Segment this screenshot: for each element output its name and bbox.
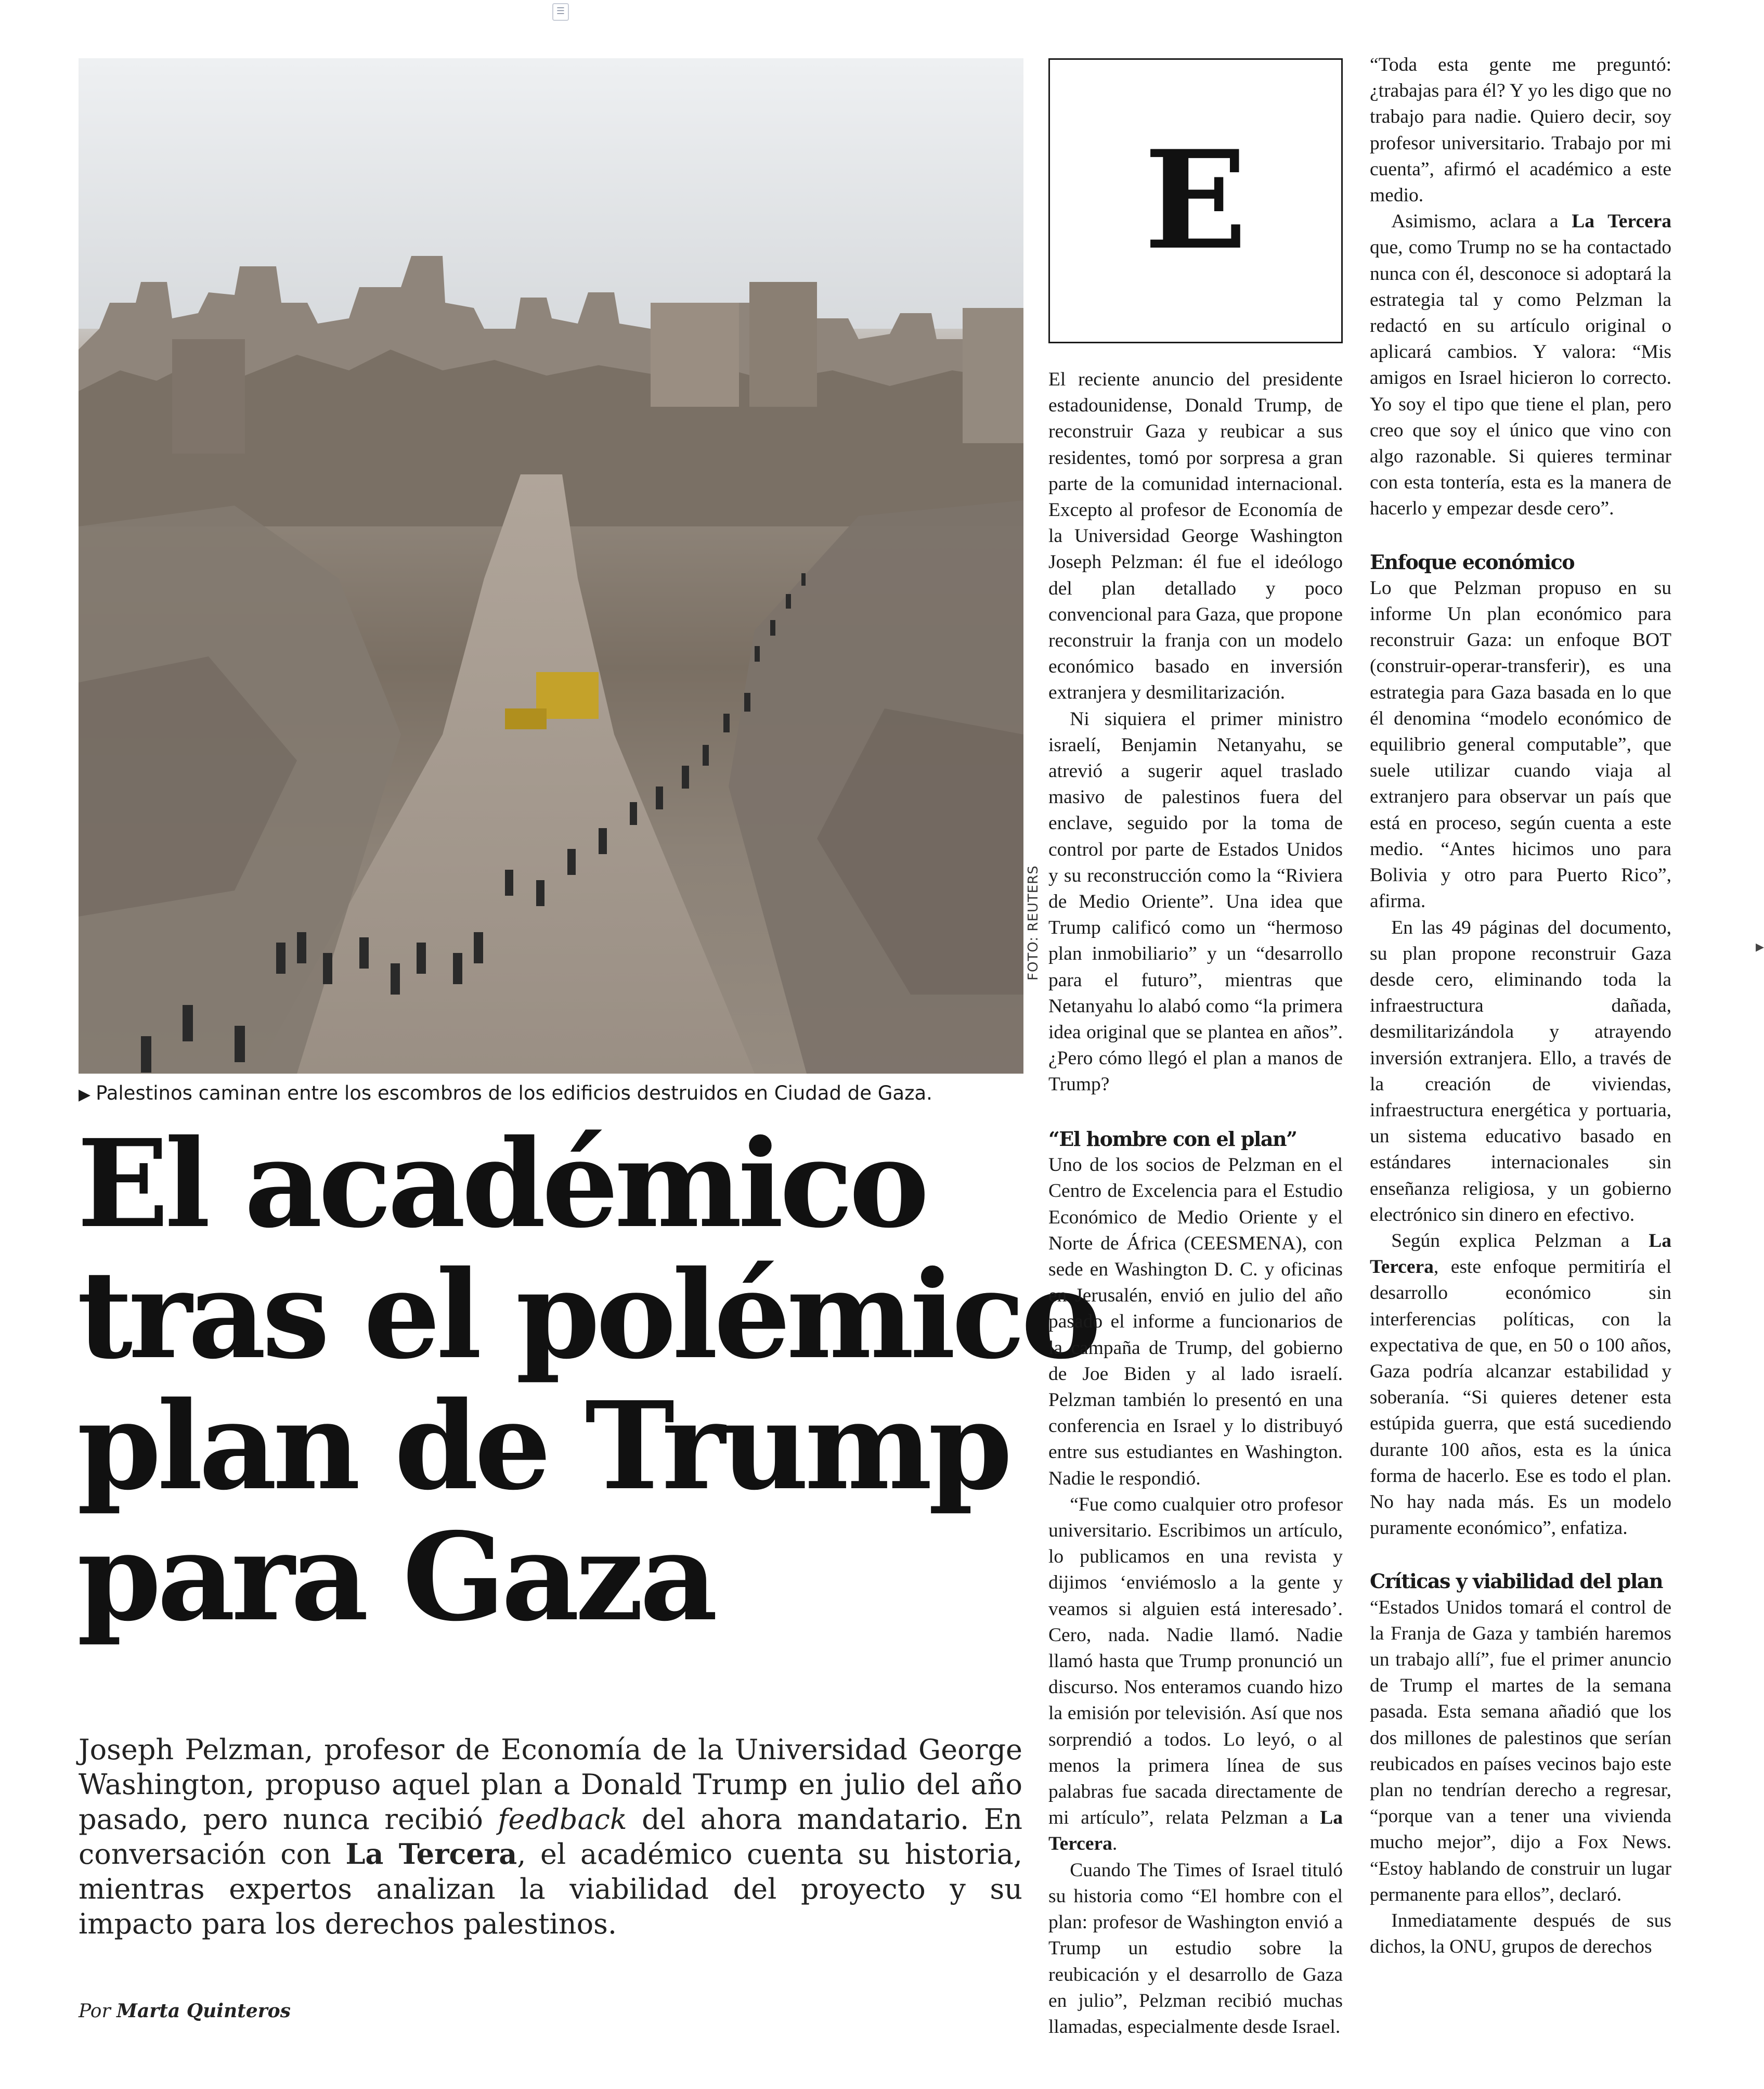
column-1-p4-end: .: [1112, 1833, 1118, 1855]
spacer: [1370, 522, 1671, 549]
headline: [77, 1113, 1097, 1648]
column-2-paragraph-6: “Estados Unidos tomará el control de la Franja de Gaza y también haremos un trabajo allí”, fue el primer anuncio de Trump el martes de la semana pasada. Esta semana añadió que los dos millones de palestinos que serían reubicados en países vecinos bajo este plan no tendrían derecho a regresar, “porque van a tener una vivienda mucho mejor”, dijo a Fox News. “Estoy hablando de construir un lugar permanente para ellos”, declaró.: [1370, 1596, 1671, 1905]
lead-feedback-term: feedback: [498, 1803, 627, 1836]
column-2-paragraph-4: En las 49 páginas del documento, su plan propone reconstruir Gaza desde cero, eliminando toda la infraestructura dañada, desmilitarizándola y atrayendo inversión extranjera. Ello, a través de la creación de viviendas, infraestructura energética y portuaria, un sistema educativo basado en estándares internacionales sin enseñanza religiosa, y un gobierno electrónico sin dinero en efectivo.: [1370, 917, 1671, 1226]
lead-part-1: Joseph Pelzman, profesor de Economía de la Universidad George Washington, propuso aquel plan a Donald Trump en julio del año pasado, pero nunca recibió: [79, 1733, 1022, 1836]
column-1-paragraph-5: Cuando The Times of Israel tituló su historia como “El hombre con el plan: profesor de Washington envió a Trump un estudio sobre la reubicación y el desarrollo de Gaza en julio”, Pelzman recibió muchas llamadas, especialmente desde Israel.: [1048, 1859, 1343, 2038]
column-1-top: [1048, 367, 1343, 1098]
subhead-enfoque: Enfoque económico: [1370, 550, 1575, 574]
column-2-paragraph-3: Lo que Pelzman propuso en su informe Un plan económico para reconstruir Gaza: un enfoque BOT (construir-operar-transferir), es una estrategia para Gaza basada en lo que él denomina “modelo económico de equilibrio general computable”, que suele utilizar cuando viaja al extranjero para observar un país que está en proceso, según cuenta a este medio. “Antes hicimos uno para Bolivia y otro para Puerto Rico”, afirma.: [1370, 577, 1671, 912]
column-1-p4-text: “Fue como cualquier otro profesor universitario. Escribimos un artículo, lo publicamos en una revista y dijimos ‘enviémoslo a la gente y veamos si alguien está interesado’. Cero, nada. Nadie llamó. Nadie llamó hasta que Trump pronunció un discurso. Nos enteramos cuando hizo la emisión por televisión. Así que nos sorprendió a todos. Lo leyó, o al menos la primera línea de sus palabras fue sacada directamente de mi artículo”, relata Pelzman a: [1048, 1493, 1343, 1829]
photo-caption: [79, 1082, 1023, 1104]
headline-line-4: para Gaza: [77, 1506, 714, 1648]
lead-paragraph: [79, 1732, 1022, 1941]
photo-illustration: [79, 58, 1023, 1074]
column-2-p5-rest: , este enfoque permitiría el desarrollo económico sin interferencias políticas, con la expectativa de que, en 50 o 100 años, Gaza podría alcanzar estabilidad y soberanía. “Si quieres detener esta estúpida guerra, que está sucediendo durante 100 años, esta es la única forma de hacerlo. Ese es todo el plan. No hay nada más. Es un modelo puramente económico”, enfatiza.: [1370, 1256, 1671, 1539]
byline: [79, 2000, 291, 2022]
page-marker-icon: ☰: [552, 3, 569, 21]
photo-credit: FOTO: REUTERS: [1026, 865, 1041, 981]
dropcap-letter: E: [1144, 121, 1248, 280]
column-1-paragraph-3: Uno de los socios de Pelzman en el Centro de Excelencia para el Estudio Económico de Medio Oriente y el Norte de África (CEESMENA), con sede en Washington D. C. y oficinas en Jerusalén, envió en julio del año pasado el informe a funcionarios de la campaña de Trump, del gobierno de Joe Biden y al lado israelí. Pelzman también lo presentó en una conferencia en Israel y lo distribuyó entre sus estudiantes en Washington. Nadie le respondió.: [1048, 1154, 1343, 1489]
lead-part-2: del ahora mandatario. En conversación con: [79, 1803, 1022, 1871]
spacer: [1370, 1541, 1671, 1568]
next-page-arrow-icon: ▸: [1755, 936, 1764, 956]
column-2-paragraph-2: [1370, 209, 1671, 522]
column-2-paragraph-7: Inmediatamente después de sus dichos, la ONU, grupos de derechos: [1370, 1910, 1671, 1958]
subhead-el-hombre: “El hombre con el plan”: [1048, 1127, 1297, 1151]
dropcap-box: [1048, 58, 1343, 343]
byline-prefix: Por: [79, 2001, 111, 2022]
column-2-p2-outlet: La Tercera: [1572, 211, 1672, 233]
headline-line-3: plan de Trump: [77, 1375, 1009, 1517]
headline-line-1: El académico: [77, 1113, 926, 1255]
lead-part-3: , el académico cuenta su historia, mientras expertos analizan la viabilidad del proyecto y su impacto para los derechos palestinos.: [79, 1838, 1022, 1940]
column-2-p5-outlet: La Tercera: [1370, 1230, 1671, 1278]
column-2: [1370, 52, 1671, 1960]
byline-author: Marta Quinteros: [116, 2000, 291, 2022]
column-1-paragraph-1: El reciente anuncio del presidente estadounidense, Donald Trump, de reconstruir Gaza y reubicar a sus residentes, tomó por sorpresa a gran parte de la comunidad internacional. Excepto al profesor de Economía de la Universidad George Washington Joseph Pelzman: él fue el ideólogo del plan detallado y poco convencional para Gaza, que propone reconstruir la franja con un modelo económico basado en inversión extranjera y desmilitarización.: [1048, 369, 1343, 704]
lead-outlet-name: La Tercera: [345, 1837, 517, 1871]
column-1-paragraph-4: [1048, 1492, 1343, 1858]
photo-caption-text: Palestinos caminan entre los escombros de los edificios destruidos en Ciudad de Gaza.: [96, 1082, 932, 1104]
subhead-criticas: Críticas y viabilidad del plan: [1370, 1569, 1663, 1593]
headline-line-2: tras el polémico: [77, 1244, 1097, 1386]
caption-arrow-icon: ▶: [79, 1086, 91, 1104]
column-2-p2-text: Asimismo, aclara a: [1391, 211, 1572, 233]
column-2-p5-text: Según explica Pelzman a: [1391, 1230, 1649, 1252]
column-2-p2-rest: que, como Trump no se ha contactado nunca con él, desconoce si adoptará la estrategia tal y como Pelzman la redactó en su artículo original o aplicará cambios. Y valora: “Mis amigos en Israel hicieron lo correcto. Yo soy el tipo que tiene el plan, pero creo que soy el único que vino con algo razonable. Si quieres terminar con esta tontería, esta es la manera de hacerlo y empezar desde cero”.: [1370, 237, 1671, 520]
column-2-paragraph-1: “Toda esta gente me preguntó: ¿trabajas para él? Y yo les digo que no trabajo para nadie. Quiero decir, soy profesor universitario. Trabajo por mi cuenta”, afirmó el académico a este medio.: [1370, 54, 1671, 207]
column-1-paragraph-2: Ni siquiera el primer ministro israelí, Benjamin Netanyahu, se atrevió a sugerir aquel traslado masivo de palestinos fuera del enclave, seguido por la toma de control por parte de Estados Unidos y su reconstrucción como la “Riviera de Medio Oriente”. Una idea que Trump calificó como un “hermoso plan inmobiliario” y un “desarrollo para el futuro”, mientras que Netanyahu lo alabó como “la primera idea original que se plantea en años”. ¿Pero cómo llegó el plan a manos de Trump?: [1048, 708, 1343, 1095]
column-1-p4-outlet: La Tercera: [1048, 1807, 1343, 1855]
column-1-bottom: [1048, 1126, 1343, 2040]
column-2-paragraph-5: [1370, 1228, 1671, 1541]
gaza-rubble-photo: [79, 58, 1023, 1074]
